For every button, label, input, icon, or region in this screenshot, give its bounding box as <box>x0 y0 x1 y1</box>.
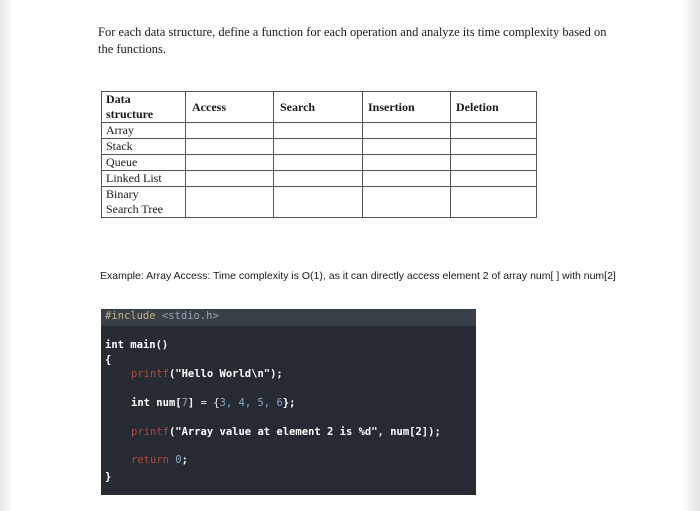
table-cell[interactable] <box>451 155 537 171</box>
code-line-open-brace: { <box>105 354 112 366</box>
header-data-line2: structure <box>106 107 154 121</box>
decl-type: int <box>131 397 157 409</box>
table-row <box>102 171 537 187</box>
table-cell[interactable] <box>363 123 451 139</box>
return-value: 0 <box>175 454 182 466</box>
example-paragraph: Example: Array Access: Time complexity is O(1), as it can directly access element 2 of array num[ ] with num[2] <box>100 270 616 282</box>
code-line-main: int main() <box>105 339 169 351</box>
table-row <box>102 139 537 155</box>
printf-array-args: ("Array value at element 2 is %d", num[2]); <box>168 426 441 438</box>
table-cell[interactable] <box>451 139 537 155</box>
table-cell[interactable] <box>186 155 274 171</box>
code-line-return <box>131 454 188 466</box>
table-cell[interactable] <box>451 171 537 187</box>
code-line-array-decl <box>131 397 295 409</box>
printf-keyword: printf <box>131 426 169 438</box>
table-cell[interactable] <box>274 155 363 171</box>
table-header-row <box>102 92 537 123</box>
page-shadow-right <box>682 0 700 511</box>
include-directive: #include <box>105 310 156 322</box>
table-row <box>102 187 537 218</box>
bst-line1: Binary <box>106 187 139 201</box>
table-cell[interactable] <box>186 171 274 187</box>
decl-values: 3, 4, 5, 6 <box>219 397 283 409</box>
table-cell[interactable] <box>274 123 363 139</box>
table-cell[interactable] <box>186 123 274 139</box>
header-insertion: Insertion <box>363 92 451 123</box>
decl-close: ] <box>187 397 201 409</box>
decl-eq: = { <box>200 397 220 409</box>
table-cell[interactable] <box>363 139 451 155</box>
header-deletion: Deletion <box>451 92 537 123</box>
table-cell[interactable] <box>451 187 537 218</box>
header-data-line1: Data <box>106 92 131 106</box>
table-cell[interactable] <box>274 139 363 155</box>
include-header: <stdio.h> <box>161 310 219 322</box>
table-cell[interactable] <box>274 187 363 218</box>
table-cell[interactable] <box>363 187 451 218</box>
decl-index: 7 <box>181 397 188 409</box>
header-search: Search <box>274 92 363 123</box>
header-access: Access <box>186 92 274 123</box>
row-label-binary-search-tree <box>102 187 186 218</box>
decl-end: }; <box>282 397 296 409</box>
table-cell[interactable] <box>186 187 274 218</box>
code-line-include <box>105 310 219 322</box>
table-cell[interactable] <box>186 139 274 155</box>
table-row <box>102 155 537 171</box>
complexity-table <box>101 91 537 218</box>
page-shadow-left <box>0 0 14 511</box>
code-block <box>101 309 476 495</box>
row-label-linked-list: Linked List <box>102 171 186 187</box>
code-line-close-brace: } <box>105 471 112 483</box>
printf-keyword: printf <box>131 368 169 380</box>
row-label-array: Array <box>102 123 186 139</box>
instructions-paragraph: For each data structure, define a function for each operation and analyze its time complexity based on the functions. <box>98 25 607 56</box>
table-cell[interactable] <box>274 171 363 187</box>
code-line-printf-hello <box>131 368 283 380</box>
code-line-printf-array <box>131 426 441 438</box>
return-keyword: return <box>131 454 176 466</box>
bst-line2: Search Tree <box>106 202 163 216</box>
header-data-structure <box>102 92 186 123</box>
table-row <box>102 123 537 139</box>
printf-hello-args: ("Hello World\n"); <box>168 368 283 380</box>
row-label-stack: Stack <box>102 139 186 155</box>
return-semicolon: ; <box>181 454 188 466</box>
decl-name: num[ <box>156 397 182 409</box>
row-label-queue: Queue <box>102 155 186 171</box>
table-cell[interactable] <box>363 155 451 171</box>
table-cell[interactable] <box>451 123 537 139</box>
table-cell[interactable] <box>363 171 451 187</box>
